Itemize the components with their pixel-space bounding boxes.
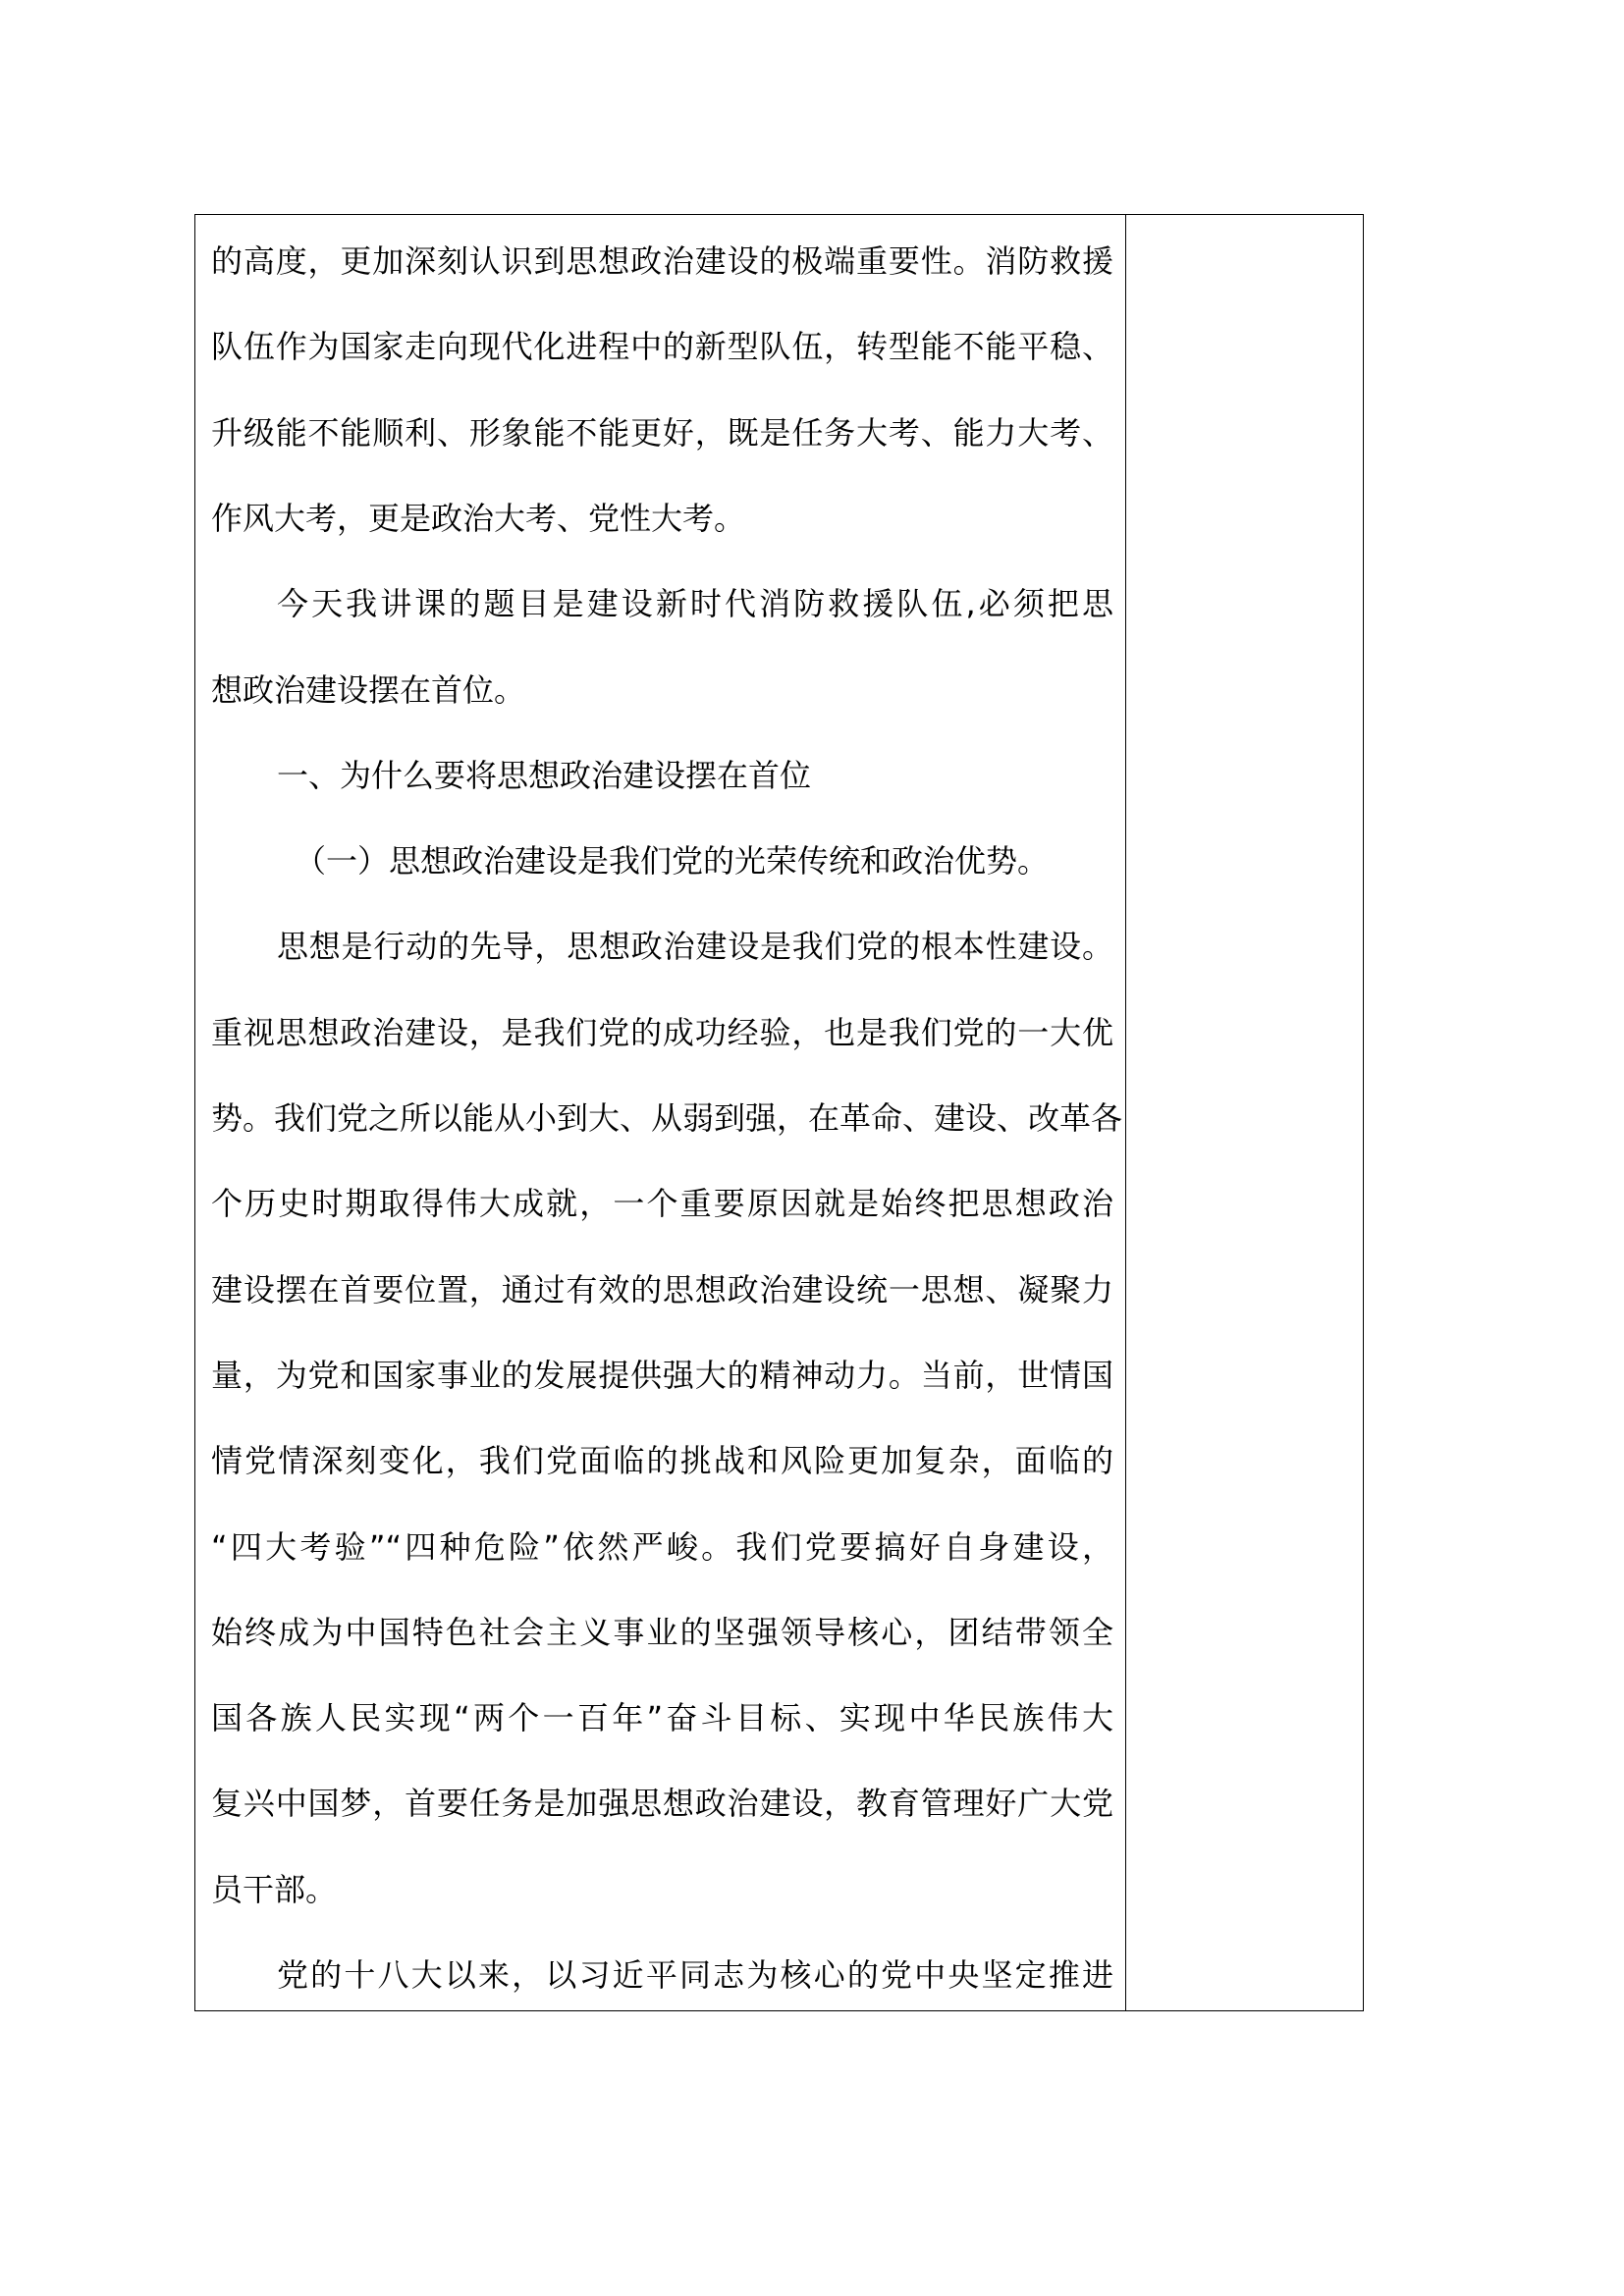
text-line: 情党情深刻变化，我们党面临的挑战和风险更加复杂，面临的 [211, 1442, 1113, 1480]
text-line: 员干部。 [211, 1870, 338, 1908]
text-line: 建设摆在首要位置，通过有效的思想政治建设统一思想、凝聚力 [211, 1270, 1113, 1308]
text-line: 个历史时期取得伟大成就，一个重要原因就是始终把思想政治 [211, 1185, 1113, 1223]
text-line: “四大考验”“四种危险”依然严峻。我们党要搞好自身建设， [211, 1527, 1113, 1566]
text-line: 想政治建设摆在首位。 [211, 670, 526, 709]
text-line: 一、为什么要将思想政治建设摆在首位 [277, 756, 812, 794]
text-line: 国各族人民实现“两个一百年”奋斗目标、实现中华民族伟大 [211, 1699, 1113, 1737]
text-line: 势。我们党之所以能从小到大、从弱到强，在革命、建设、改革各 [211, 1099, 1123, 1137]
text-line: 今天我讲课的题目是建设新时代消防救援队伍,必须把思 [277, 585, 1113, 623]
document-table [194, 214, 1364, 2011]
column-divider [1125, 215, 1126, 2010]
text-line: 量，为党和国家事业的发展提供强大的精神动力。当前，世情国 [211, 1356, 1113, 1394]
text-line: 升级能不能顺利、形象能不能更好，既是任务大考、能力大考、 [211, 413, 1113, 452]
text-line: 重视思想政治建设，是我们党的成功经验，也是我们党的一大优 [211, 1013, 1113, 1051]
text-line: 的高度，更加深刻认识到思想政治建设的极端重要性。消防救援 [211, 242, 1113, 280]
text-line: 队伍作为国家走向现代化进程中的新型队伍，转型能不能平稳、 [211, 328, 1113, 366]
text-line: 始终成为中国特色社会主义事业的坚强领导核心，团结带领全 [211, 1613, 1113, 1651]
text-line: 思想是行动的先导，思想政治建设是我们党的根本性建设。 [277, 928, 1113, 966]
text-line: 作风大考，更是政治大考、党性大考。 [211, 499, 746, 537]
text-line: （一）思想政治建设是我们党的光荣传统和政治优势。 [295, 842, 1050, 881]
text-line: 复兴中国梦，首要任务是加强思想政治建设，教育管理好广大党 [211, 1785, 1113, 1823]
text-line: 党的十八大以来，以习近平同志为核心的党中央坚定推进 [277, 1956, 1113, 1994]
